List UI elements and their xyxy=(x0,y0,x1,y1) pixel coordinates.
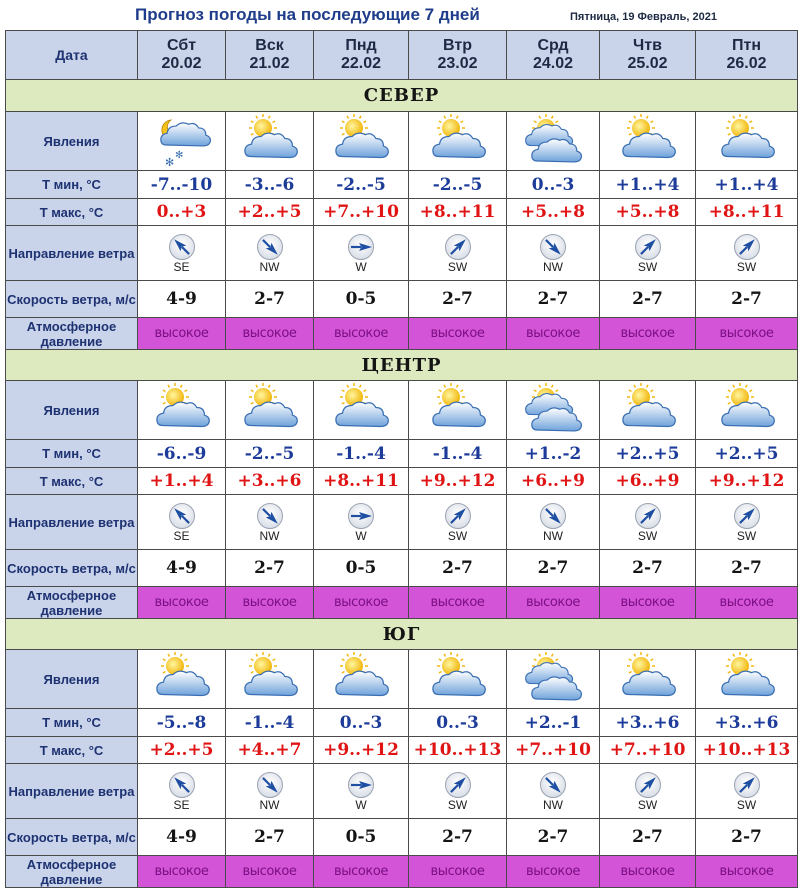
wind-direction-value: SE xyxy=(173,798,190,812)
tmin-value: +2..-1 xyxy=(507,709,600,737)
weather-cell xyxy=(600,650,696,709)
compass-arrow-icon xyxy=(314,502,408,530)
tmin-value: +1..+4 xyxy=(600,171,696,199)
partly-cloudy-icon xyxy=(696,652,797,706)
page-title: Прогноз погоды на последующие 7 дней xyxy=(135,5,480,24)
wind-direction-value: W xyxy=(355,260,367,274)
region-title: ЦЕНТР xyxy=(6,350,798,381)
pressure-value: высокое xyxy=(314,587,409,619)
wind-speed-value: 2-7 xyxy=(226,550,314,587)
wind-direction-row xyxy=(6,495,798,550)
tmin-value: -1..-4 xyxy=(409,440,507,468)
wind-direction-cell xyxy=(600,226,696,281)
partly-cloudy-icon xyxy=(314,652,408,706)
partly-cloudy-icon xyxy=(314,114,408,168)
wind-speed-value: 2-7 xyxy=(226,819,314,856)
partly-cloudy-icon xyxy=(226,383,313,437)
tmax-value: +8..+11 xyxy=(314,468,409,495)
pressure-value: высокое xyxy=(600,856,696,888)
tmax-value: +7..+10 xyxy=(600,737,696,764)
wind-direction-value: SW xyxy=(736,260,757,274)
compass-arrow-icon xyxy=(507,771,599,799)
wind-speed-value: 2-7 xyxy=(600,281,696,318)
forecast-table xyxy=(5,30,798,888)
day-header xyxy=(409,31,507,80)
wind-speed-value: 2-7 xyxy=(600,819,696,856)
region-title: СЕВЕР xyxy=(6,80,798,112)
weather-cell xyxy=(507,650,600,709)
wind-direction-row xyxy=(6,226,798,281)
day-header xyxy=(138,31,226,80)
phenomena-row xyxy=(6,650,798,709)
weather-cell xyxy=(696,381,798,440)
wind-speed-value: 0-5 xyxy=(314,550,409,587)
pressure-value: высокое xyxy=(409,587,507,619)
wind-direction-cell xyxy=(226,495,314,550)
tmax-value: +6..+9 xyxy=(600,468,696,495)
tmax-value: +3..+6 xyxy=(226,468,314,495)
day-header xyxy=(696,31,798,80)
wind-direction-cell xyxy=(696,495,798,550)
partly-cloudy-icon xyxy=(600,114,695,168)
wind-speed-value: 2-7 xyxy=(409,819,507,856)
tmax-value: +4..+7 xyxy=(226,737,314,764)
wind-speed-value: 0-5 xyxy=(314,281,409,318)
pressure-value: высокое xyxy=(409,318,507,350)
date-label: Дата xyxy=(6,31,138,80)
partly-cloudy-icon xyxy=(696,114,797,168)
tmin-row xyxy=(6,171,798,199)
partly-cloudy-icon xyxy=(138,383,225,437)
day-header xyxy=(507,31,600,80)
weather-cell xyxy=(696,650,798,709)
wind-speed-label: Скорость ветра, м/с xyxy=(6,819,138,856)
tmin-value: -2..-5 xyxy=(409,171,507,199)
tmin-value: -1..-4 xyxy=(314,440,409,468)
pressure-value: высокое xyxy=(696,587,798,619)
svg-text:✻: ✻ xyxy=(174,150,183,161)
weather-cell xyxy=(138,650,226,709)
tmin-row xyxy=(6,440,798,468)
wind-speed-value: 2-7 xyxy=(409,281,507,318)
cloudy-sun-icon xyxy=(507,652,599,706)
compass-arrow-icon xyxy=(409,233,506,261)
wind-direction-cell xyxy=(507,226,600,281)
wind-direction-label: Направление ветра xyxy=(6,495,138,550)
wind-direction-cell xyxy=(507,495,600,550)
wind-direction-cell xyxy=(409,495,507,550)
tmin-value: 0..-3 xyxy=(507,171,600,199)
tmax-value: +7..+10 xyxy=(314,199,409,226)
pressure-label: Атмосферное давление xyxy=(6,856,138,888)
day-header xyxy=(600,31,696,80)
wind-speed-label: Скорость ветра, м/с xyxy=(6,281,138,318)
pressure-value: высокое xyxy=(314,318,409,350)
weather-cell xyxy=(226,650,314,709)
partly-cloudy-icon xyxy=(409,114,506,168)
tmin-value: -7..-10 xyxy=(138,171,226,199)
partly-cloudy-icon xyxy=(138,652,225,706)
pressure-value: высокое xyxy=(138,587,226,619)
wind-direction-cell xyxy=(138,226,226,281)
tmax-row xyxy=(6,468,798,495)
wind-direction-cell xyxy=(138,495,226,550)
wind-direction-label: Направление ветра xyxy=(6,226,138,281)
tmin-label: Т мин, °С xyxy=(6,709,138,737)
wind-direction-value: NW xyxy=(543,798,563,812)
pressure-value: высокое xyxy=(696,856,798,888)
wind-speed-label: Скорость ветра, м/с xyxy=(6,550,138,587)
wind-direction-value: NW xyxy=(259,260,280,274)
wind-direction-value: NW xyxy=(543,260,563,274)
compass-arrow-icon xyxy=(138,771,225,799)
tmax-value: +5..+8 xyxy=(600,199,696,226)
day-name: Вск xyxy=(255,37,284,54)
day-date: 26.02 xyxy=(726,55,767,72)
weather-cell xyxy=(409,650,507,709)
tmax-label: Т макс, °С xyxy=(6,737,138,764)
day-date: 24.02 xyxy=(532,55,574,72)
tmin-value: -3..-6 xyxy=(226,171,314,199)
wind-direction-cell xyxy=(600,495,696,550)
tmin-value: +1..+4 xyxy=(696,171,798,199)
wind-direction-value: SW xyxy=(447,260,468,274)
pressure-row xyxy=(6,318,798,350)
day-name: Сбт xyxy=(166,37,197,54)
weather-cell xyxy=(314,381,409,440)
cloudy-sun-icon xyxy=(507,114,599,168)
day-date: 23.02 xyxy=(437,55,478,72)
wind-direction-value: NW xyxy=(259,798,280,812)
weather-cell xyxy=(138,112,226,171)
weather-cell xyxy=(600,112,696,171)
tmin-value: 0..-3 xyxy=(409,709,507,737)
tmax-value: +2..+5 xyxy=(226,199,314,226)
day-header xyxy=(314,31,409,80)
wind-direction-cell xyxy=(226,764,314,819)
compass-arrow-icon xyxy=(138,502,225,530)
pressure-value: высокое xyxy=(314,856,409,888)
page-header xyxy=(0,0,800,30)
wind-speed-value: 2-7 xyxy=(600,550,696,587)
tmax-value: +5..+8 xyxy=(507,199,600,226)
pressure-value: высокое xyxy=(507,318,600,350)
wind-direction-value: SW xyxy=(736,798,757,812)
day-name: Птн xyxy=(732,37,761,54)
pressure-value: высокое xyxy=(226,318,314,350)
compass-arrow-icon xyxy=(600,771,695,799)
pressure-value: высокое xyxy=(600,587,696,619)
pressure-label: Атмосферное давление xyxy=(6,587,138,619)
tmax-value: +9..+12 xyxy=(409,468,507,495)
wind-speed-value: 2-7 xyxy=(696,550,798,587)
wind-speed-value: 2-7 xyxy=(507,281,600,318)
partly-cloudy-icon xyxy=(314,383,408,437)
compass-arrow-icon xyxy=(409,502,506,530)
wind-direction-value: SW xyxy=(447,798,468,812)
pressure-value: высокое xyxy=(600,318,696,350)
wind-speed-row xyxy=(6,819,798,856)
phenomena-label: Явления xyxy=(6,650,138,709)
tmin-value: -1..-4 xyxy=(226,709,314,737)
wind-direction-value: SE xyxy=(173,529,190,543)
pressure-value: высокое xyxy=(226,856,314,888)
pressure-value: высокое xyxy=(696,318,798,350)
day-header xyxy=(226,31,314,80)
weather-cell xyxy=(226,112,314,171)
tmax-value: +8..+11 xyxy=(409,199,507,226)
day-name: Срд xyxy=(537,37,569,54)
wind-speed-value: 4-9 xyxy=(138,550,226,587)
weather-cell xyxy=(507,381,600,440)
compass-arrow-icon xyxy=(600,233,695,261)
region-row xyxy=(6,80,798,112)
wind-direction-value: SW xyxy=(736,529,757,543)
pressure-value: высокое xyxy=(138,318,226,350)
phenomena-label: Явления xyxy=(6,381,138,440)
region-title: ЮГ xyxy=(6,619,798,650)
tmin-value: +3..+6 xyxy=(600,709,696,737)
wind-direction-value: SW xyxy=(637,529,658,543)
wind-direction-cell xyxy=(409,764,507,819)
pressure-row xyxy=(6,587,798,619)
weather-cell xyxy=(409,112,507,171)
tmin-value: -2..-5 xyxy=(314,171,409,199)
compass-arrow-icon xyxy=(314,233,408,261)
pressure-value: высокое xyxy=(507,587,600,619)
wind-direction-value: W xyxy=(355,529,367,543)
tmin-value: +2..+5 xyxy=(696,440,798,468)
weather-cell xyxy=(600,381,696,440)
wind-speed-value: 4-9 xyxy=(138,281,226,318)
region-row xyxy=(6,619,798,650)
region-row xyxy=(6,350,798,381)
wind-speed-value: 2-7 xyxy=(696,281,798,318)
wind-direction-cell xyxy=(696,764,798,819)
pressure-label: Атмосферное давление xyxy=(6,318,138,350)
wind-speed-value: 2-7 xyxy=(696,819,798,856)
pressure-value: высокое xyxy=(226,587,314,619)
wind-speed-value: 2-7 xyxy=(507,819,600,856)
wind-direction-value: NW xyxy=(259,529,280,543)
wind-direction-value: SW xyxy=(447,529,468,543)
tmin-label: Т мин, °С xyxy=(6,440,138,468)
wind-speed-value: 0-5 xyxy=(314,819,409,856)
tmax-label: Т макс, °С xyxy=(6,468,138,495)
tmin-value: +1..-2 xyxy=(507,440,600,468)
partly-cloudy-icon xyxy=(409,652,506,706)
weather-cell xyxy=(696,112,798,171)
day-name: Втр xyxy=(443,37,472,54)
pressure-value: высокое xyxy=(409,856,507,888)
phenomena-row xyxy=(6,112,798,171)
weather-cell xyxy=(314,650,409,709)
wind-direction-cell xyxy=(226,226,314,281)
compass-arrow-icon xyxy=(226,233,313,261)
wind-direction-label: Направление ветра xyxy=(6,764,138,819)
compass-arrow-icon xyxy=(314,771,408,799)
tmin-value: 0..-3 xyxy=(314,709,409,737)
tmax-value: +10..+13 xyxy=(696,737,798,764)
tmax-row xyxy=(6,737,798,764)
compass-arrow-icon xyxy=(409,771,506,799)
wind-direction-value: W xyxy=(355,798,367,812)
pressure-value: высокое xyxy=(507,856,600,888)
compass-arrow-icon xyxy=(600,502,695,530)
day-name: Пнд xyxy=(345,37,377,54)
tmin-value: -2..-5 xyxy=(226,440,314,468)
tmax-value: +6..+9 xyxy=(507,468,600,495)
tmax-row xyxy=(6,199,798,226)
weather-cell xyxy=(507,112,600,171)
svg-text:✻: ✻ xyxy=(164,156,174,168)
wind-direction-cell xyxy=(314,226,409,281)
partly-cloudy-icon xyxy=(226,114,313,168)
tmin-value: -6..-9 xyxy=(138,440,226,468)
compass-arrow-icon xyxy=(226,771,313,799)
tmax-value: +10..+13 xyxy=(409,737,507,764)
partly-cloudy-icon xyxy=(696,383,797,437)
tmax-value: +1..+4 xyxy=(138,468,226,495)
wind-direction-cell xyxy=(314,764,409,819)
compass-arrow-icon xyxy=(507,233,599,261)
compass-arrow-icon xyxy=(696,233,797,261)
day-name: Чтв xyxy=(633,37,662,54)
current-date: Пятница, 19 Февраль, 2021 xyxy=(570,11,717,23)
wind-direction-cell xyxy=(138,764,226,819)
tmax-value: +7..+10 xyxy=(507,737,600,764)
wind-direction-value: SE xyxy=(173,260,190,274)
phenomena-label: Явления xyxy=(6,112,138,171)
tmax-value: +9..+12 xyxy=(314,737,409,764)
wind-direction-value: NW xyxy=(543,529,563,543)
phenomena-row xyxy=(6,381,798,440)
tmax-value: +9..+12 xyxy=(696,468,798,495)
weather-cell xyxy=(314,112,409,171)
wind-speed-value: 2-7 xyxy=(409,550,507,587)
compass-arrow-icon xyxy=(507,502,599,530)
wind-direction-row xyxy=(6,764,798,819)
weather-cell xyxy=(226,381,314,440)
tmax-label: Т макс, °С xyxy=(6,199,138,226)
tmin-value: +3..+6 xyxy=(696,709,798,737)
day-date: 21.02 xyxy=(249,55,290,72)
day-date: 20.02 xyxy=(161,55,202,72)
tmin-label: Т мин, °С xyxy=(6,171,138,199)
wind-speed-row xyxy=(6,281,798,318)
partly-cloudy-icon xyxy=(600,652,695,706)
wind-direction-cell xyxy=(409,226,507,281)
weather-cell xyxy=(409,381,507,440)
compass-arrow-icon xyxy=(696,771,797,799)
tmax-value: +2..+5 xyxy=(138,737,226,764)
wind-speed-value: 2-7 xyxy=(507,550,600,587)
tmin-value: -5..-8 xyxy=(138,709,226,737)
wind-direction-cell xyxy=(314,495,409,550)
pressure-row xyxy=(6,856,798,888)
wind-direction-cell xyxy=(507,764,600,819)
partly-cloudy-icon xyxy=(600,383,695,437)
compass-arrow-icon xyxy=(138,233,225,261)
tmin-row xyxy=(6,709,798,737)
night-snow-icon xyxy=(138,114,225,168)
weather-cell xyxy=(138,381,226,440)
tmax-value: 0..+3 xyxy=(138,199,226,226)
wind-direction-value: SW xyxy=(637,798,658,812)
cloudy-sun-icon xyxy=(507,383,599,437)
wind-speed-value: 2-7 xyxy=(226,281,314,318)
day-date: 25.02 xyxy=(627,55,668,72)
compass-arrow-icon xyxy=(226,502,313,530)
wind-speed-row xyxy=(6,550,798,587)
partly-cloudy-icon xyxy=(226,652,313,706)
pressure-value: высокое xyxy=(138,856,226,888)
day-date: 22.02 xyxy=(340,55,382,72)
tmin-value: +2..+5 xyxy=(600,440,696,468)
tmax-value: +8..+11 xyxy=(696,199,798,226)
wind-direction-value: SW xyxy=(637,260,658,274)
wind-speed-value: 4-9 xyxy=(138,819,226,856)
days-header-row xyxy=(6,31,798,80)
wind-direction-cell xyxy=(600,764,696,819)
partly-cloudy-icon xyxy=(409,383,506,437)
wind-direction-cell xyxy=(696,226,798,281)
compass-arrow-icon xyxy=(696,502,797,530)
